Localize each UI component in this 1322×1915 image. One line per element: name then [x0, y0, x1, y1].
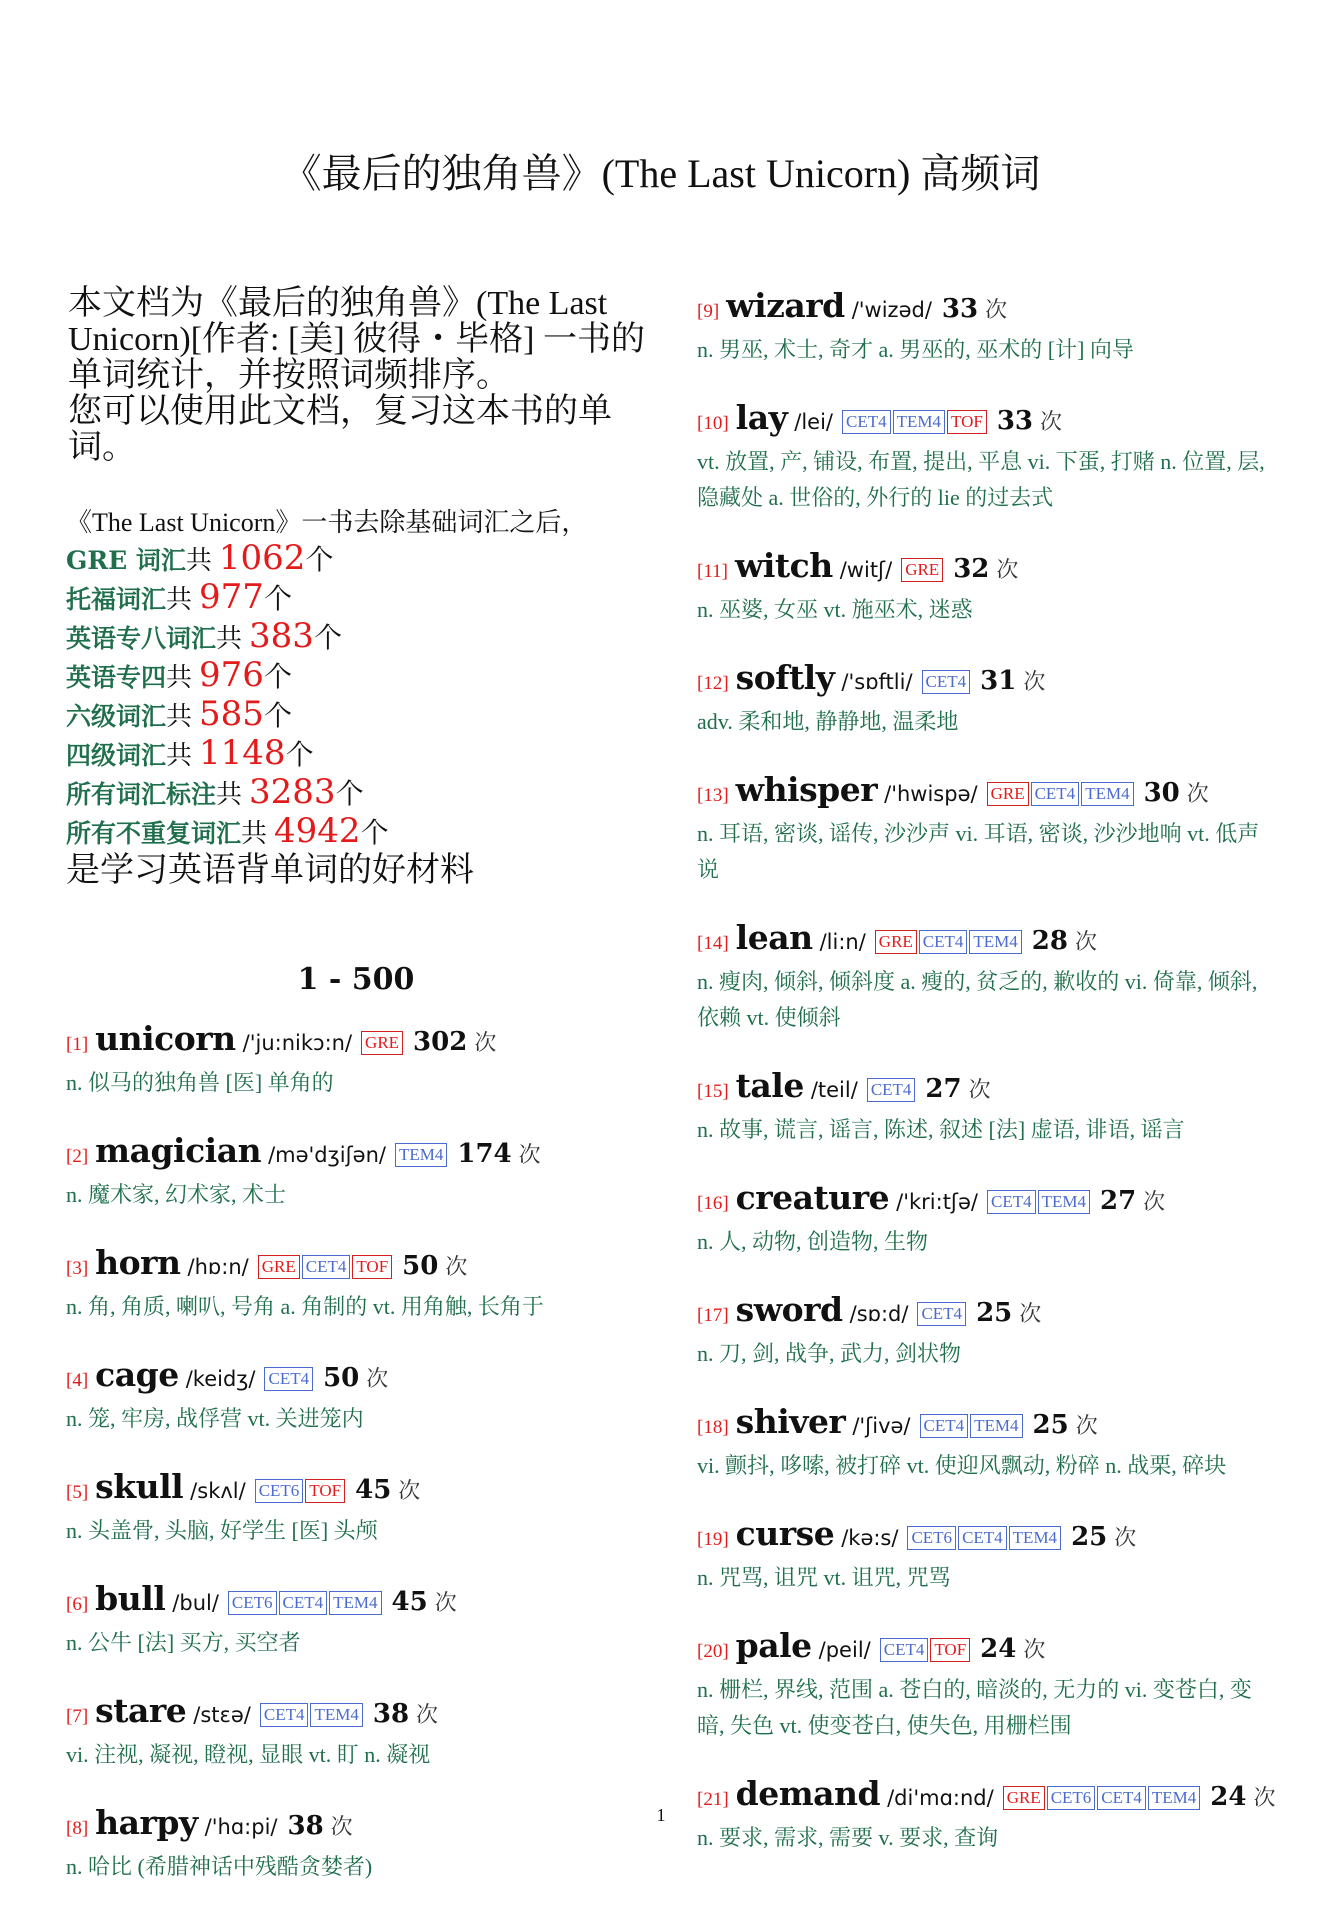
stat-row: [66, 696, 646, 735]
word-entry: [66, 1131, 646, 1213]
entry-phonetic: /'wizəd/: [851, 298, 932, 322]
word-entry: [697, 1178, 1277, 1260]
entry-word: horn: [95, 1243, 181, 1282]
entry-header: [66, 1019, 646, 1065]
entry-count-unit: 次: [1023, 669, 1046, 694]
entry-rank: [12]: [697, 673, 729, 694]
entry-count: 38: [287, 1811, 324, 1841]
entry-rank: [18]: [697, 1417, 729, 1438]
stat-label: 英语专八词汇: [66, 624, 217, 653]
tag-gre: GRE: [258, 1255, 300, 1279]
entry-count-unit: 次: [1186, 781, 1209, 806]
word-entry: [697, 1402, 1277, 1484]
tag-cet4: CET4: [880, 1638, 929, 1662]
stat-row: [66, 735, 646, 774]
entry-definition: n. 头盖骨, 头脑, 好学生 [医] 头颅: [66, 1518, 378, 1543]
entry-count-unit: 次: [1253, 1785, 1276, 1810]
entry-tags: [985, 782, 1134, 807]
entry-definition: n. 巫婆, 女巫 vt. 施巫术, 迷惑: [697, 597, 973, 622]
tag-cet4: CET4: [987, 1190, 1036, 1214]
tag-cet4: CET4: [1097, 1786, 1146, 1810]
entry-tags: [393, 1143, 447, 1168]
intro-paragraph-2: 您可以使用此文档，复习这本书的单词。: [68, 393, 612, 466]
page-title: 《最后的独角兽》(The Last Unicorn) 高频词: [281, 151, 1041, 196]
entry-count-unit: 次: [445, 1254, 468, 1279]
stat-row: [66, 774, 646, 813]
entry-tags: [226, 1591, 382, 1616]
stat-unit: 个: [313, 623, 342, 654]
entry-phonetic: /bul/: [172, 1591, 219, 1615]
entry-tags: [865, 1078, 916, 1103]
word-entry: [697, 1626, 1277, 1744]
word-entry: [66, 1019, 646, 1101]
entry-definition: n. 公牛 [法] 买方, 买空者: [66, 1630, 301, 1655]
word-entry: [697, 658, 1277, 740]
entry-count: 25: [976, 1298, 1013, 1328]
tag-gre: GRE: [901, 558, 943, 582]
entry-definition: adv. 柔和地, 静静地, 温柔地: [697, 709, 959, 734]
entry-header: [697, 1290, 1277, 1336]
tag-tof: TOF: [305, 1479, 345, 1503]
entry-count: 174: [457, 1139, 512, 1169]
entry-count: 25: [1032, 1410, 1069, 1440]
stat-row: [66, 540, 646, 579]
entry-rank: [9]: [697, 301, 720, 322]
entry-header: [697, 658, 1277, 704]
stat-unit: 个: [360, 818, 389, 849]
stat-gong: 共: [166, 702, 193, 731]
page-number: 1: [656, 1805, 666, 1825]
entry-definition: vi. 注视, 凝视, 瞪视, 显眼 vt. 盯 n. 凝视: [66, 1742, 431, 1767]
tag-tem4: TEM4: [1148, 1786, 1200, 1810]
entry-word: demand: [735, 1774, 881, 1813]
entry-rank: [2]: [66, 1146, 89, 1167]
entry-count-unit: 次: [474, 1030, 497, 1055]
entry-rank: [16]: [697, 1193, 729, 1214]
entry-count: 33: [941, 294, 979, 324]
word-entry: [66, 1691, 646, 1773]
tag-cet6: CET6: [255, 1479, 304, 1503]
stat-number: 977: [199, 577, 264, 617]
tag-tem4: TEM4: [1009, 1526, 1061, 1550]
entry-tags: [873, 930, 1022, 955]
entry-count: 50: [323, 1363, 360, 1393]
tag-tem4: TEM4: [893, 410, 945, 434]
entry-definition: n. 瘦肉, 倾斜, 倾斜度 a. 瘦的, 贫乏的, 歉收的 vi. 倚靠, 倾斜, 依赖 vt. 使倾斜: [697, 969, 1258, 1030]
word-entry: [697, 1514, 1277, 1596]
entry-word: sword: [735, 1290, 843, 1329]
stat-gong: 共: [241, 819, 268, 848]
entry-definition: n. 咒骂, 诅咒 vt. 诅咒, 咒骂: [697, 1565, 951, 1590]
tag-cet4: CET4: [922, 670, 971, 694]
entry-word: pale: [735, 1626, 812, 1665]
entry-phonetic: /'ju:nikɔ:n/: [242, 1031, 353, 1055]
entry-tags: [985, 1190, 1090, 1215]
entry-header: [697, 1626, 1277, 1672]
entry-header: [697, 398, 1277, 444]
stat-unit: 个: [263, 584, 292, 615]
tag-cet4: CET4: [958, 1526, 1007, 1550]
entry-rank: [7]: [66, 1706, 89, 1727]
stat-gong: 共: [216, 624, 243, 653]
tag-cet4: CET4: [264, 1367, 313, 1391]
entry-definition: n. 人, 动物, 创造物, 生物: [697, 1229, 929, 1254]
entry-rank: [20]: [697, 1641, 729, 1662]
entry-count: 24: [1210, 1782, 1247, 1812]
entry-header: [697, 546, 1277, 592]
entry-word: witch: [734, 546, 833, 585]
entry-header: [697, 286, 1277, 332]
tag-gre: GRE: [361, 1031, 403, 1055]
stat-label: 四级词汇: [66, 741, 167, 770]
entry-count: 33: [996, 406, 1033, 436]
word-entry: [697, 918, 1277, 1036]
tag-cet6: CET6: [228, 1591, 277, 1615]
entry-word: unicorn: [95, 1019, 236, 1058]
entry-definition: n. 男巫, 术士, 奇才 a. 男巫的, 巫术的 [计] 向导: [697, 337, 1134, 362]
intro-text: [68, 286, 646, 466]
entry-word: skull: [95, 1467, 184, 1506]
entry-rank: [10]: [697, 413, 729, 434]
entry-count: 27: [925, 1074, 962, 1104]
entry-tags: [262, 1367, 313, 1392]
entry-header: [66, 1691, 646, 1737]
entry-phonetic: /'kri:tʃə/: [896, 1190, 978, 1214]
entry-header: [697, 1066, 1277, 1112]
tag-tem4: TEM4: [970, 1414, 1022, 1438]
entry-definition: n. 栅栏, 界线, 范围 a. 苍白的, 暗淡的, 无力的 vi. 变苍白, 变暗, 失色 vt. 使变苍白, 使失色, 用栅栏围: [697, 1677, 1252, 1738]
stat-label: 六级词汇: [66, 702, 167, 731]
entry-count: 28: [1031, 926, 1068, 956]
entry-count: 30: [1143, 778, 1180, 808]
entry-count-unit: 次: [1075, 1413, 1098, 1438]
entry-tags: [899, 558, 943, 583]
entry-tags: [918, 1414, 1023, 1439]
entry-word: whisper: [735, 770, 878, 809]
entry-phonetic: /'ʃivə/: [852, 1414, 911, 1438]
word-entry: [697, 546, 1277, 628]
stat-label: 英语专四: [66, 663, 167, 692]
entry-count: 302: [413, 1027, 468, 1057]
entry-header: [697, 770, 1277, 816]
entry-header: [697, 1514, 1277, 1560]
entry-rank: [3]: [66, 1258, 89, 1279]
entry-header: [66, 1243, 646, 1289]
entry-definition: n. 哈比 (希腊神话中残酷贪婪者): [66, 1854, 373, 1879]
stat-row: [66, 618, 646, 657]
entry-rank: [1]: [66, 1034, 89, 1055]
stat-unit: 个: [285, 740, 314, 771]
stat-number: 585: [199, 694, 264, 734]
entry-definition: n. 要求, 需求, 需要 v. 要求, 查询: [697, 1825, 999, 1850]
tag-gre: GRE: [875, 930, 917, 954]
entry-rank: [4]: [66, 1370, 89, 1391]
stat-unit: 个: [263, 662, 292, 693]
stat-row: [66, 657, 646, 696]
tag-tof: TOF: [352, 1255, 392, 1279]
tag-cet4: CET4: [842, 410, 891, 434]
tag-cet6: CET6: [907, 1526, 956, 1550]
entry-header: [66, 1131, 646, 1177]
entry-word: stare: [95, 1691, 187, 1730]
stat-unit: 个: [305, 545, 334, 576]
entry-header: [697, 1402, 1277, 1448]
entry-count-unit: 次: [985, 297, 1008, 322]
entry-count-unit: 次: [1114, 1525, 1137, 1550]
entry-count-unit: 次: [996, 557, 1019, 582]
stat-gong: 共: [216, 780, 243, 809]
entry-phonetic: /'sɒftli/: [841, 670, 913, 694]
entry-header: [66, 1355, 646, 1401]
entry-phonetic: /'hwispə/: [884, 782, 978, 806]
entry-rank: [17]: [697, 1305, 729, 1326]
stat-label: 所有不重复词汇: [66, 819, 242, 848]
entry-count: 25: [1071, 1522, 1108, 1552]
entry-tags: [256, 1255, 392, 1280]
entry-definition: n. 魔术家, 幻术家, 术士: [66, 1182, 287, 1207]
entry-count-unit: 次: [1074, 929, 1097, 954]
stat-gong: 共: [166, 585, 193, 614]
word-entry: [66, 1579, 646, 1661]
stat-gong: 共: [166, 741, 193, 770]
stat-number: 1062: [218, 538, 306, 578]
word-list-left: [66, 1019, 646, 1885]
tag-cet4: CET4: [920, 1414, 969, 1438]
tag-tem4: TEM4: [310, 1703, 362, 1727]
entry-definition: vt. 放置, 产, 铺设, 布置, 提出, 平息 vi. 下蛋, 打赌 n. 位置, 层, 隐藏处 a. 世俗的, 外行的 lie 的过去式: [697, 449, 1265, 510]
entry-count: 31: [980, 666, 1017, 696]
stat-number: 383: [249, 616, 314, 656]
entry-phonetic: /di'mɑ:nd/: [887, 1786, 994, 1810]
stats-lead: 《The Last Unicorn》一书去除基础词汇之后，: [66, 508, 588, 537]
entry-definition: n. 角, 角质, 喇叭, 号角 a. 角制的 vt. 用角触, 长角于: [66, 1294, 544, 1319]
entry-word: cage: [95, 1355, 179, 1394]
word-entry: [697, 770, 1277, 888]
left-column: [66, 286, 646, 1915]
entry-count-unit: 次: [518, 1142, 541, 1167]
entry-phonetic: /stɛə/: [193, 1703, 251, 1727]
stats-list: [66, 540, 646, 852]
entry-phonetic: /li:n/: [819, 930, 866, 954]
entry-count: 45: [391, 1587, 428, 1617]
entry-phonetic: /sɒ:d/: [849, 1302, 909, 1326]
tag-cet4: CET4: [1031, 782, 1080, 806]
stat-number: 976: [199, 655, 264, 695]
tag-cet4: CET4: [919, 930, 968, 954]
entry-word: creature: [735, 1178, 890, 1217]
entry-count: 45: [355, 1475, 392, 1505]
entry-header: [697, 1178, 1277, 1224]
entry-tags: [905, 1526, 1061, 1551]
intro-paragraph: 本文档为《最后的独角兽》(The Last Unicorn)[作者: [美] 彼得・毕格] 一书的单词统计，并按照词频排序。: [68, 285, 645, 394]
entry-rank: [6]: [66, 1594, 89, 1615]
word-entry: [697, 1290, 1277, 1372]
entry-rank: [11]: [697, 561, 728, 582]
entry-phonetic: /hɒ:n/: [187, 1255, 249, 1279]
tag-cet6: CET6: [1047, 1786, 1096, 1810]
entry-word: lean: [735, 918, 813, 957]
tag-tof: TOF: [930, 1638, 970, 1662]
tag-cet4: CET4: [279, 1591, 328, 1615]
entry-word: harpy: [95, 1803, 198, 1842]
entry-rank: [14]: [697, 933, 729, 954]
entry-phonetic: /kə:s/: [841, 1526, 899, 1550]
tag-tem4: TEM4: [969, 930, 1021, 954]
entry-phonetic: /peil/: [818, 1638, 871, 1662]
entry-word: shiver: [735, 1402, 846, 1441]
entry-phonetic: /mə'dʒiʃən/: [268, 1143, 386, 1167]
entry-rank: [8]: [66, 1818, 89, 1839]
entry-word: wizard: [726, 286, 845, 325]
entry-tags: [840, 410, 987, 435]
stat-gong: 共: [166, 663, 193, 692]
entry-phonetic: /lei/: [794, 410, 833, 434]
entry-count-unit: 次: [1143, 1189, 1166, 1214]
entry-header: [66, 1579, 646, 1625]
stat-gong: 共: [185, 546, 212, 575]
entry-definition: n. 笼, 牢房, 战俘营 vt. 关进笼内: [66, 1406, 364, 1431]
tag-tem4: TEM4: [1081, 782, 1133, 806]
entry-count: 38: [372, 1699, 410, 1729]
entry-phonetic: /teil/: [810, 1078, 858, 1102]
stat-label: 托福词汇: [66, 585, 167, 614]
tag-cet4: CET4: [867, 1078, 916, 1102]
entry-phonetic: /witʃ/: [839, 558, 893, 582]
entry-count-unit: 次: [330, 1814, 353, 1839]
tag-tem4: TEM4: [395, 1143, 447, 1167]
entry-tags: [878, 1638, 970, 1663]
entry-count-unit: 次: [398, 1478, 421, 1503]
entry-count-unit: 次: [1023, 1637, 1046, 1662]
tag-cet4: CET4: [260, 1703, 309, 1727]
stats-tail: 是学习英语背单词的好材料: [66, 852, 474, 889]
entry-tags: [253, 1479, 345, 1504]
entry-word: curse: [735, 1514, 835, 1553]
word-entry: [697, 1066, 1277, 1148]
entry-count-unit: 次: [1019, 1301, 1042, 1326]
word-entry: [66, 1243, 646, 1325]
stat-label: 所有词汇标注: [66, 780, 217, 809]
word-entry: [66, 1355, 646, 1437]
entry-word: tale: [735, 1066, 804, 1105]
stat-number: 3283: [249, 772, 336, 812]
tag-tof: TOF: [947, 410, 987, 434]
entry-phonetic: /keidʒ/: [185, 1367, 256, 1391]
tag-gre: GRE: [1003, 1786, 1045, 1810]
entry-count-unit: 次: [434, 1590, 457, 1615]
tag-tem4: TEM4: [1038, 1190, 1090, 1214]
entry-count-unit: 次: [1040, 409, 1063, 434]
tag-tem4: TEM4: [329, 1591, 381, 1615]
entry-definition: n. 似马的独角兽 [医] 单角的: [66, 1070, 334, 1095]
word-entry: [697, 398, 1277, 516]
tag-gre: GRE: [987, 782, 1029, 806]
section-heading: 1 - 500: [297, 962, 415, 997]
stat-row: [66, 579, 646, 618]
entry-count: 24: [980, 1634, 1017, 1664]
entry-count: 32: [953, 554, 990, 584]
word-entry: [66, 1467, 646, 1549]
entry-phonetic: /skʌl/: [190, 1479, 246, 1503]
word-entry: [697, 286, 1277, 368]
entry-header: [66, 1467, 646, 1513]
word-list-right: [697, 286, 1277, 1856]
entry-rank: [19]: [697, 1529, 729, 1550]
entry-definition: n. 耳语, 密谈, 谣传, 沙沙声 vi. 耳语, 密谈, 沙沙地响 vt. 低声说: [697, 821, 1260, 882]
stat-number: 4942: [274, 811, 361, 851]
entry-word: magician: [95, 1131, 262, 1170]
entry-definition: vi. 颤抖, 哆嗦, 被打碎 vt. 使迎风飘动, 粉碎 n. 战栗, 碎块: [697, 1453, 1227, 1478]
vocabulary-stats: [66, 506, 646, 890]
entry-word: softly: [735, 658, 835, 697]
stat-unit: 个: [263, 701, 292, 732]
entry-tags: [359, 1031, 403, 1056]
tag-cet4: CET4: [302, 1255, 351, 1279]
entry-count: 50: [402, 1251, 439, 1281]
entry-tags: [258, 1703, 363, 1728]
entry-rank: [13]: [697, 785, 729, 806]
tag-cet4: CET4: [917, 1302, 966, 1326]
entry-tags: [915, 1302, 966, 1327]
entry-count-unit: 次: [366, 1366, 389, 1391]
entry-header: [697, 918, 1277, 964]
entry-definition: n. 刀, 剑, 战争, 武力, 剑状物: [697, 1341, 962, 1366]
entry-count: 27: [1099, 1186, 1137, 1216]
stat-number: 1148: [199, 733, 286, 773]
entry-phonetic: /'hɑ:pi/: [204, 1815, 278, 1839]
stat-label: GRE 词汇: [66, 546, 186, 575]
stat-row: [66, 813, 646, 852]
entry-word: lay: [735, 398, 788, 437]
entry-count-unit: 次: [968, 1077, 991, 1102]
entry-count-unit: 次: [416, 1702, 439, 1727]
entry-rank: [21]: [697, 1789, 729, 1810]
entry-tags: [920, 670, 971, 695]
entry-word: bull: [95, 1579, 166, 1618]
entry-definition: n. 故事, 谎言, 谣言, 陈述, 叙述 [法] 虚语, 诽语, 谣言: [697, 1117, 1185, 1142]
entry-rank: [5]: [66, 1482, 89, 1503]
entry-rank: [15]: [697, 1081, 729, 1102]
right-column: [697, 286, 1277, 1886]
stat-unit: 个: [335, 779, 364, 810]
